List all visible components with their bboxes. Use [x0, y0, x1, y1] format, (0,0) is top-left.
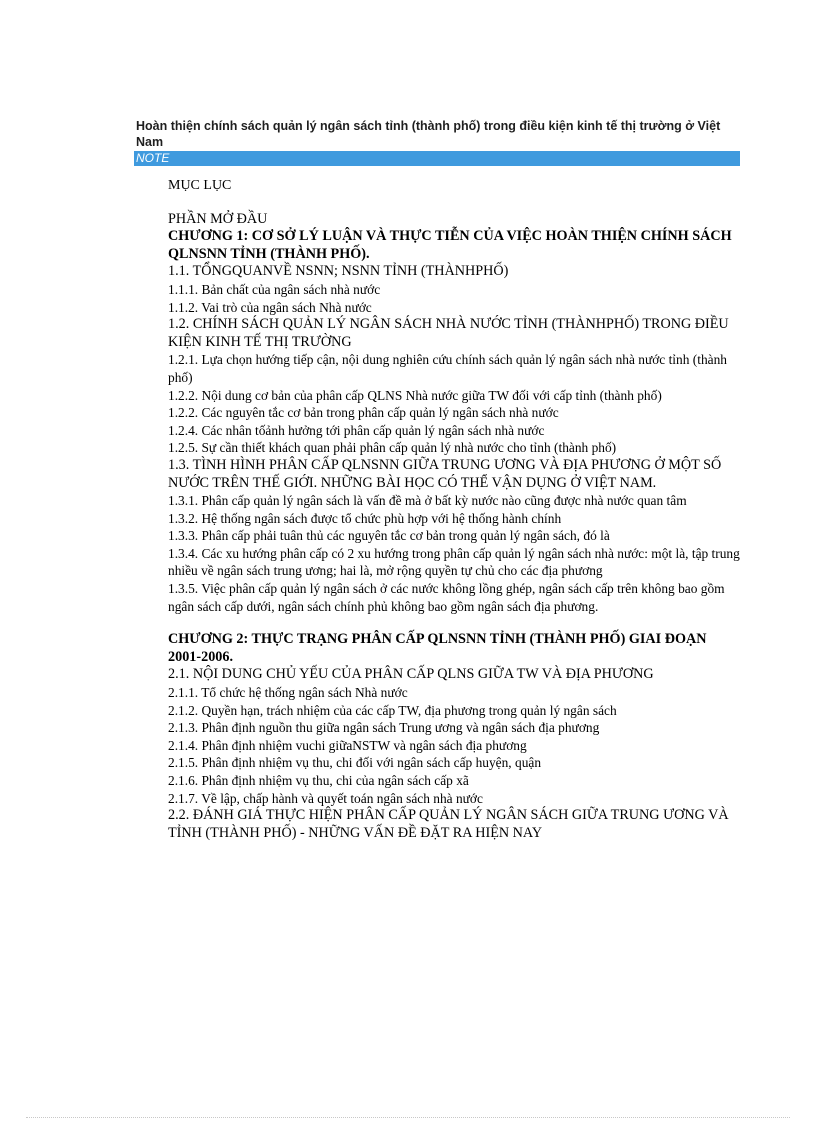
- toc-item: 1.2.2. Các nguyên tắc cơ bản trong phân cấp quản lý ngân sách nhà nước: [168, 405, 559, 421]
- toc-heading: MỤC LỤC: [168, 178, 232, 193]
- section-heading: 1.1. TỔNGQUANVỀ NSNN; NSNN TỈNH (THÀNHPHỐ): [168, 263, 509, 280]
- document-title: Hoàn thiện chính sách quản lý ngân sách tỉnh (thành phố) trong điều kiện kinh tế thị trường ở Việt Nam: [136, 119, 721, 149]
- section-heading: PHẦN MỞ ĐẦU: [168, 210, 268, 227]
- toc-item: 2.1.3. Phân định nguồn thu giữa ngân sách Trung ương và ngân sách địa phương: [168, 720, 600, 736]
- chapter-heading: CHƯƠNG 1: CƠ SỞ LÝ LUẬN VÀ THỰC TIỄN CỦA VIỆC HOÀN THIỆN CHÍNH SÁCH QLNSNN TỈNH (THÀNH PHỐ).: [168, 228, 732, 262]
- toc-item: 2.1.1. Tổ chức hệ thống ngân sách Nhà nước: [168, 685, 408, 701]
- toc-item: 1.2.2. Nội dung cơ bản của phân cấp QLNS Nhà nước giữa TW đối với cấp tỉnh (thành phố): [168, 387, 662, 403]
- toc-item: 1.3.1. Phân cấp quản lý ngân sách là vấn đề mà ở bất kỳ nước nào cũng được nhà nước quan tâm: [168, 493, 687, 509]
- toc-item: 1.2.4. Các nhân tốảnh hưởng tới phân cấp quản lý ngân sách nhà nước: [168, 422, 545, 438]
- toc-item: 1.1.1. Bản chất của ngân sách nhà nước: [168, 281, 381, 297]
- toc-item: 2.1.4. Phân định nhiệm vuchi giữaNSTW và ngân sách địa phương: [168, 737, 527, 753]
- toc-item: 1.3.3. Phân cấp phải tuân thủ các nguyên tắc cơ bản trong quản lý ngân sách, đó là: [168, 528, 610, 544]
- spacer: [168, 615, 740, 631]
- section-heading: 2.2. ĐÁNH GIÁ THỰC HIỆN PHÂN CẤP QUẢN LÝ NGÂN SÁCH GIỮA TRUNG ƯƠNG VÀ TỈNH (THÀNH PHỐ) - NHỮNG VẤN ĐỀ ĐẶT RA HIỆN NAY: [168, 807, 729, 841]
- note-label: NOTE: [136, 151, 170, 165]
- toc-item: 2.1.2. Quyền hạn, trách nhiệm của các cấp TW, địa phương trong quản lý ngân sách: [168, 702, 617, 718]
- toc-item: 1.3.5. Việc phân cấp quản lý ngân sách ở các nước không lồng ghép, ngân sách cấp trên không bao gồm ngân sách cấp dưới, ngân sách chính phủ không bao gồm ngân sách địa phương.: [168, 581, 725, 614]
- toc-item: 1.3.2. Hệ thống ngân sách được tổ chức phù hợp với hệ thống hành chính: [168, 510, 562, 526]
- toc-body: [168, 177, 740, 842]
- page-footer-divider: [26, 1117, 790, 1118]
- toc-item: 1.2.5. Sự cần thiết khách quan phải phân cấp quản lý nhà nước cho tỉnh (thành phố): [168, 440, 617, 456]
- toc-item: 2.1.5. Phân định nhiệm vụ thu, chi đối với ngân sách cấp huyện, quận: [168, 755, 542, 771]
- section-heading: 1.3. TÌNH HÌNH PHÂN CẤP QLNSNN GIỮA TRUNG ƯƠNG VÀ ĐỊA PHƯƠNG Ở MỘT SỐ NƯỚC TRÊN THẾ GIỚI. NHỮNG BÀI HỌC CÓ THỂ VẬN DỤNG Ở VIỆT NAM.: [168, 456, 722, 491]
- note-bar: [134, 151, 740, 166]
- chapter-heading: CHƯƠNG 2: THỰC TRẠNG PHÂN CẤP QLNSNN TỈNH (THÀNH PHỐ) GIAI ĐOẠN 2001-2006.: [168, 631, 707, 665]
- section-heading: 1.2. CHÍNH SÁCH QUẢN LÝ NGÂN SÁCH NHÀ NƯỚC TỈNH (THÀNHPHỐ) TRONG ĐIỀU KIỆN KINH TẾ THỊ TRƯỜNG: [168, 316, 729, 350]
- toc-item: 2.1.6. Phân định nhiệm vụ thu, chi của ngân sách cấp xã: [168, 773, 469, 788]
- toc-lines: [168, 211, 740, 843]
- toc-item: 2.1.7. Về lập, chấp hành và quyết toán ngân sách nhà nước: [168, 790, 483, 806]
- toc-item: 1.1.2. Vai trò của ngân sách Nhà nước: [168, 299, 372, 315]
- section-heading: 2.1. NỘI DUNG CHỦ YẾU CỦA PHÂN CẤP QLNS GIỮA TW VÀ ĐỊA PHƯƠNG: [168, 666, 654, 683]
- toc-item: 1.2.1. Lựa chọn hướng tiếp cận, nội dung nghiên cứu chính sách quản lý ngân sách nhà nước tỉnh (thành phố): [168, 352, 727, 385]
- toc-item: 1.3.4. Các xu hướng phân cấp có 2 xu hướng trong phân cấp quản lý ngân sách nhà nước: một là, tập trung nhiều về ngân sách trung ương; hai là, mở rộng quyền tự chủ cho các địa phương: [168, 545, 740, 579]
